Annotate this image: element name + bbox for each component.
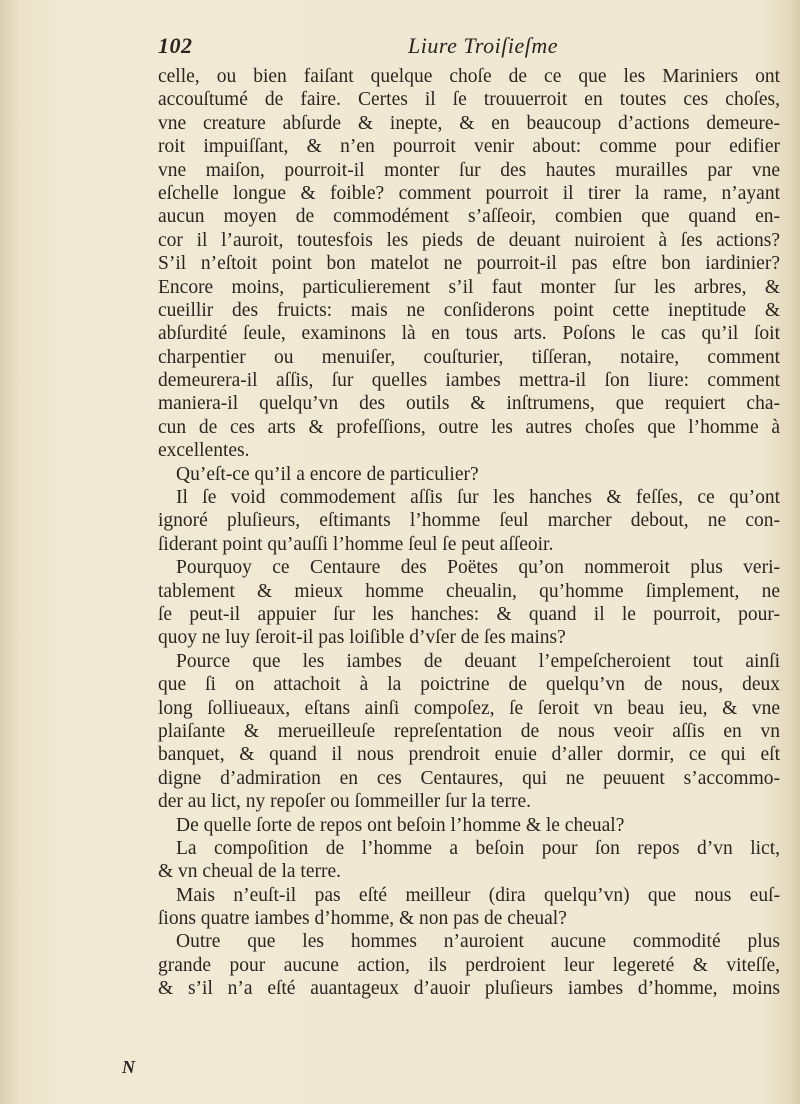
text-line: tablement & mieux homme cheualin, qu’homme ſimplement, ne — [158, 580, 780, 602]
text-line: Mais n’euſt-il pas eſté meilleur (dira quelqu’vn) que nous euſ- — [176, 884, 780, 906]
text-line: cueillir des fruicts: mais ne conſiderons point cette ineptitude & — [158, 299, 780, 321]
text-line: & s’il n’a eſté auantageux d’auoir pluſieurs iambes d’homme, moins — [158, 978, 780, 1000]
text-line: roit impuiſſant, & n’en pourroit venir about: comme pour edifier — [158, 136, 780, 158]
text-line: ignoré pluſieurs, eſtimants l’homme ſeul marcher debout, ne con- — [158, 510, 780, 532]
text-line: Pourquoy ce Centaure des Poëtes qu’on nommeroit plus veri- — [176, 557, 780, 579]
text-line: excellentes. — [158, 440, 250, 462]
text-line: maniera-il quelqu’vn des outils & inſtrumens, que requiert cha- — [158, 393, 780, 415]
text-line: Il ſe void commodement aſſis ſur les hanches & feſſes, ce qu’ont — [176, 487, 780, 509]
text-line: & vn cheual de la terre. — [158, 861, 341, 883]
body-text — [158, 65, 780, 1001]
text-line: Qu’eſt-ce qu’il a encore de particulier? — [176, 463, 479, 485]
text-line: aucun moyen de commodément s’aſſeoir, combien que quand en- — [158, 206, 780, 228]
text-line: grande pour aucune action, ils perdroient leur legereté & viteſſe, — [158, 954, 780, 976]
text-line: De quelle ſorte de repos ont beſoin l’homme & le cheual? — [176, 814, 625, 836]
text-line: digne d’admiration en ces Centaures, qui ne peuuent s’accommo- — [158, 767, 780, 789]
text-line: Outre que les hommes n’auroient aucune commodité plus — [176, 931, 780, 953]
running-title: Liure Troiſieſme — [408, 33, 558, 58]
page-number: 102 — [158, 33, 193, 58]
text-line: long ſolliueaux, eſtans ainſi compoſez, ſe ſeroit vn beau ieu, & vne — [158, 697, 780, 719]
text-line: Encore moins, particulierement s’il faut monter ſur les arbres, & — [158, 276, 780, 298]
text-line: celle, ou bien faiſant quelque choſe de ce que les Mariniers ont — [158, 66, 780, 87]
text-line: La compoſition de l’homme a beſoin pour ſon repos d’vn lict, — [176, 837, 780, 859]
text-line: banquet, & quand il nous prendroit enuie d’aller dormir, ce qui eſt — [158, 744, 780, 766]
text-line: abſurdité ſeule, examinons là en tous arts. Poſons le cas qu’il ſoit — [158, 323, 780, 345]
text-line: ſe peut-il appuier ſur les hanches: & quand il le pourroit, pour- — [158, 603, 780, 625]
text-line: plaiſante & merueilleuſe repreſentation de nous veoir aſſis en vn — [158, 720, 780, 742]
text-line: que ſi on attachoit à la poictrine de quelqu’vn de nous, deux — [158, 674, 780, 696]
text-line: cor il l’auroit, toutesfois les pieds de deuant nuiroient à ſes actions? — [158, 229, 780, 251]
text-line: eſchelle longue & foible? comment pourroit il tirer la rame, n’ayant — [158, 182, 780, 204]
text-line: Pource que les iambes de deuant l’empeſcheroient tout ainſi — [176, 650, 780, 672]
text-line: vne maiſon, pourroit-il monter ſur des hautes murailles par vne — [158, 159, 780, 181]
signature-mark: N — [122, 1057, 135, 1077]
page-header — [158, 33, 778, 67]
text-line: quoy ne luy ſeroit-il pas loiſible d’vſer de ſes mains? — [158, 627, 566, 649]
text-line: ſions quatre iambes d’homme, & non pas de cheual? — [158, 908, 567, 930]
text-line: S’il n’eſtoit point bon matelot ne pourroit-il pas eſtre bon iardinier? — [158, 253, 780, 275]
text-line: vne creature abſurde & inepte, & en beaucoup d’actions demeure- — [158, 112, 780, 134]
text-line: ſiderant point qu’auſſi l’homme ſeul ſe peut aſſeoir. — [158, 533, 554, 555]
text-line: charpentier ou menuiſer, couſturier, tiſſeran, notaire, comment — [158, 346, 780, 368]
text-line: cun de ces arts & profeſſions, outre les autres choſes que l’homme à — [158, 416, 780, 438]
text-line: accouſtumé de faire. Certes il ſe trouuerroit en toutes ces choſes, — [158, 89, 780, 111]
text-line: der au lict, ny repoſer ou ſommeiller ſur la terre. — [158, 791, 532, 813]
text-line: demeurera-il aſſis, ſur quelles iambes mettra-il ſon liure: comment — [158, 370, 780, 392]
